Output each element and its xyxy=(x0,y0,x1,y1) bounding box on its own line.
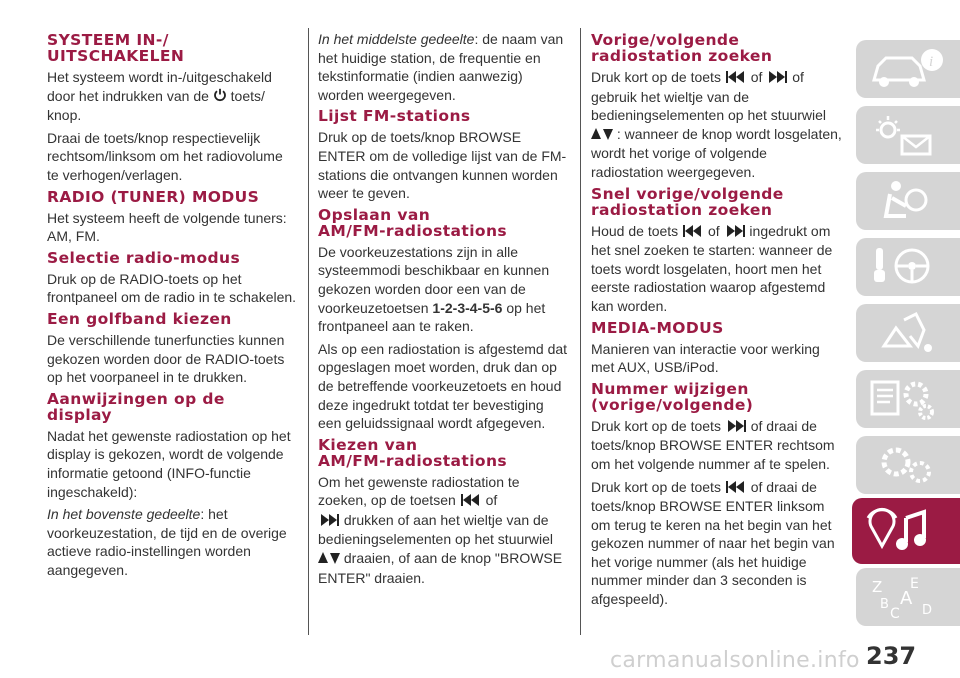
seek-forward-icon xyxy=(725,418,747,437)
paragraph xyxy=(591,478,843,609)
text: of xyxy=(707,222,720,239)
text: Druk kort op de toets xyxy=(591,417,721,434)
svg-text:C: C xyxy=(890,606,900,620)
paragraph xyxy=(318,30,570,104)
svg-text:D: D xyxy=(922,603,933,618)
tab-multimedia[interactable] xyxy=(852,498,960,564)
seek-back-icon xyxy=(460,492,482,511)
index-alphabet-icon xyxy=(866,574,946,620)
tab-index[interactable] xyxy=(856,568,960,626)
tab-emergency[interactable] xyxy=(856,304,960,362)
page-number: 237 xyxy=(866,642,917,670)
service-gears-icon xyxy=(866,376,946,422)
italic-text: In het bovenste gedeelte xyxy=(47,506,201,523)
heading-systeem-in-uitschakelen: SYSTEEM IN-/ UITSCHAKELEN xyxy=(47,31,185,65)
paragraph: Het systeem heeft de volgende tuners: AM, FM. xyxy=(47,209,287,245)
seek-back-icon xyxy=(725,69,747,88)
column-divider xyxy=(580,28,581,635)
text: Houd de toets xyxy=(591,222,679,239)
paragraph xyxy=(318,473,570,588)
heading-media-modus: MEDIA-MODUS xyxy=(591,318,724,337)
text: Om het gewenste radiostation te zoeken, op de toetsen xyxy=(318,473,520,509)
paragraph xyxy=(591,68,843,182)
svg-text:A: A xyxy=(900,588,913,609)
seat-airbag-icon xyxy=(866,178,946,224)
svg-text:B: B xyxy=(880,597,889,612)
paragraph: Als op een radiostation is afgestemd dat opgeslagen moet worden, druk dan op de betreffende voorkeuzetoets en houd deze ingedrukt totdat ter bevestiging een geluidssignaal wordt afgegeven. xyxy=(318,340,568,432)
heading-selectie-radio-modus: Selectie radio-modus xyxy=(47,248,241,267)
heading-opslaan-am-fm: Opslaan van AM/FM-radiostations xyxy=(318,205,508,240)
heading-nummer-wijzigen: Nummer wijzigen (vorige/volgende) xyxy=(591,379,754,414)
paragraph xyxy=(47,68,297,125)
text: : het voorkeuzestation, de tijd en de overige actieve radio-instellingen worden aangegeven. xyxy=(47,506,287,578)
text: : wanneer de knop wordt losgelaten, wordt het vorige of volgende radiostation weergegeven. xyxy=(591,125,842,180)
tab-safety[interactable] xyxy=(856,172,960,230)
text: De voorkeuzestations zijn in alle systeemmodi beschikbaar en kunnen gekozen worden door een van de voorkeuzetoetsen xyxy=(318,243,550,316)
seek-back-icon xyxy=(682,223,704,242)
key-steering-icon xyxy=(866,244,946,290)
text: ingedrukt om het snel zoeken te starten: wanneer de toets wordt losgelaten, hoort men het eerste radiostation waarop afgestemd kan worden. xyxy=(591,222,833,314)
seek-forward-icon xyxy=(318,512,340,531)
tab-car-info[interactable] xyxy=(856,40,960,98)
paragraph xyxy=(591,222,843,316)
heading-radio-tuner-modus: RADIO (TUNER) MODUS xyxy=(47,187,260,206)
seek-back-icon xyxy=(725,479,747,498)
column-1 xyxy=(47,30,297,583)
seek-forward-icon xyxy=(766,69,788,88)
heading-aanwijzingen-display: Aanwijzingen op de display xyxy=(47,389,225,424)
up-down-arrows-icon xyxy=(591,126,613,145)
paragraph: Draai de toets/knop respectievelijk rechtsom/linksom om het radiovolume te verhogen/verlagen. xyxy=(47,129,283,183)
paragraph xyxy=(318,243,570,336)
text: of draai de toets/knop BROWSE ENTER rechtsom om het volgende nummer af te spelen. xyxy=(591,417,835,472)
hazard-triangle-icon xyxy=(866,310,946,356)
multimedia-icon xyxy=(862,504,946,558)
heading-een-golfband-kiezen: Een golfband kiezen xyxy=(47,309,232,328)
seek-forward-icon xyxy=(724,223,746,242)
watermark: carmanualsonline.info xyxy=(610,648,860,673)
heading-snel-vorige-volgende: Snel vorige/volgende radiostation zoeken xyxy=(591,184,784,219)
car-info-icon xyxy=(866,46,946,92)
text: of xyxy=(485,492,498,509)
tab-service[interactable] xyxy=(856,370,960,428)
text: Druk kort op de toets xyxy=(591,478,721,495)
paragraph: De verschillende tunerfuncties kunnen gekozen worden door de RADIO-toets op het voorpaneel in te drukken. xyxy=(47,331,285,386)
warning-lights-icon xyxy=(866,112,946,158)
text: of draai de toets/knop BROWSE ENTER linksom om terug te keren na het begin van het gekozen nummer of naar het begin van het vorige nummer (als het huidige nummer minder dan 3 seconden is afgespeeld). xyxy=(591,478,835,608)
heading-vorige-volgende-zoeken: Vorige/volgende radiostation zoeken xyxy=(591,31,773,65)
column-divider xyxy=(308,28,309,635)
paragraph: Druk op de toets/knop BROWSE ENTER om de volledige lijst van de FM-stations die ontvangen kunnen worden weer te geven. xyxy=(318,129,567,202)
paragraph: Manieren van interactie voor werking met AUX, USB/iPod. xyxy=(591,340,820,376)
paragraph: Druk op de RADIO-toets op het frontpaneel om de radio in te schakelen. xyxy=(47,270,297,306)
italic-text: In het middelste gedeelte xyxy=(318,31,475,47)
paragraph xyxy=(591,417,843,474)
tab-starting[interactable] xyxy=(856,238,960,296)
text: of gebruik het wieltje van de bedieningselementen op het stuurwiel xyxy=(591,69,827,124)
text: draaien, of aan de knop "BROWSE ENTER" draaien. xyxy=(318,550,563,586)
svg-text:Z: Z xyxy=(872,578,883,596)
svg-text:i: i xyxy=(929,54,934,70)
text: Druk kort op de toets xyxy=(591,69,721,85)
tab-technical[interactable] xyxy=(856,436,960,494)
column-3 xyxy=(591,30,843,613)
paragraph xyxy=(47,505,297,579)
text: toets/ knop. xyxy=(47,87,265,124)
heading-lijst-fm-stations: Lijst FM-stations xyxy=(318,107,471,126)
text: Het systeem wordt in-/uitgeschakeld door het indrukken van de xyxy=(47,69,272,104)
text: : de naam van het huidige station, de frequentie en tekstinformatie (indien aanwezig) worden weergegeven. xyxy=(318,31,564,103)
heading-kiezen-am-fm: Kiezen van AM/FM-radiostations xyxy=(318,435,508,470)
paragraph: Nadat het gewenste radiostation op het display is gekozen, wordt de volgende informatie getoond (INFO-functie ingeschakeld): xyxy=(47,427,291,500)
gear-icon xyxy=(866,442,946,488)
tab-warning-lights[interactable] xyxy=(856,106,960,164)
preset-keys: 1-2-3-4-5-6 xyxy=(432,299,503,316)
text: of xyxy=(750,69,763,85)
up-down-arrows-icon xyxy=(318,550,340,569)
text: op het frontpaneel aan te raken. xyxy=(318,299,546,335)
text: drukken of aan het wieltje van de bedieningselementen op het stuurwiel xyxy=(318,511,554,548)
column-2 xyxy=(318,30,570,591)
power-icon xyxy=(213,88,227,107)
svg-text:E: E xyxy=(910,576,919,592)
